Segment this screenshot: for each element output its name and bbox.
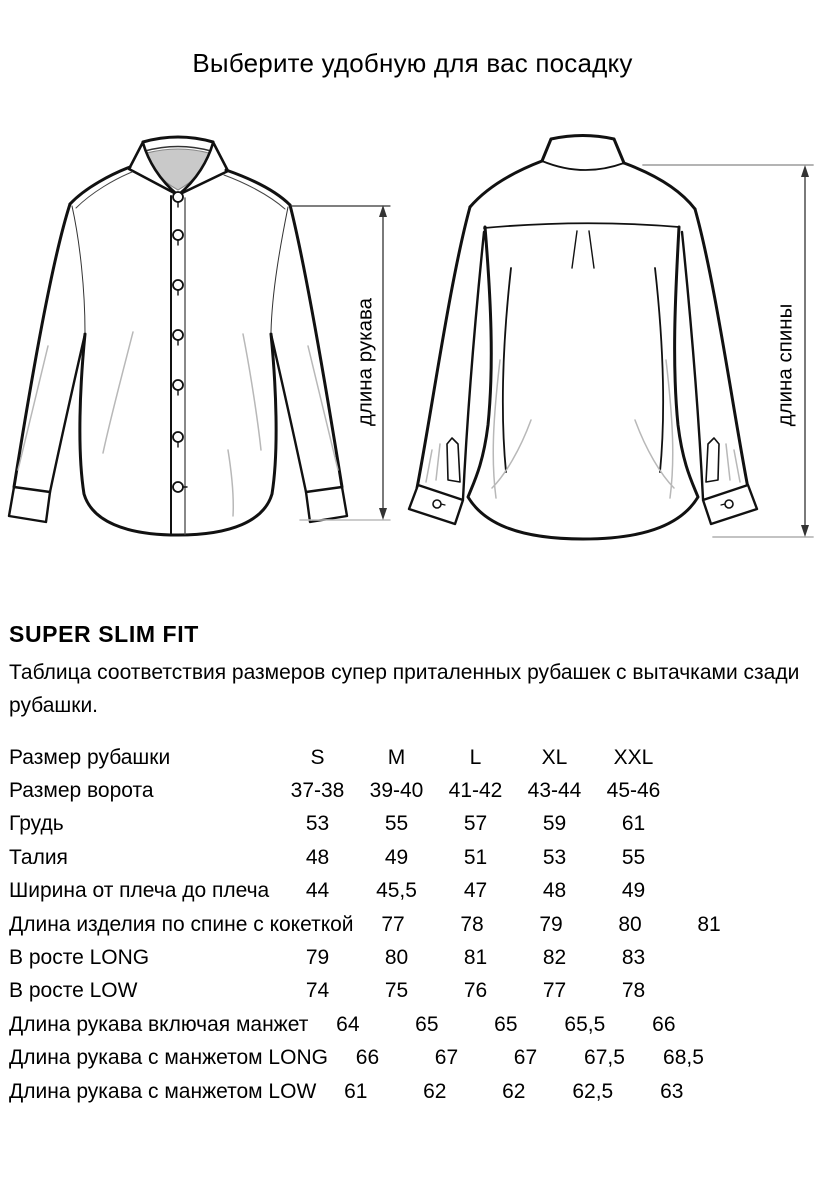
cell-value: 66 — [652, 1012, 676, 1036]
arrow-down-icon — [379, 508, 387, 520]
cell-value: 82 — [542, 946, 567, 970]
cell-value: 81 — [463, 946, 488, 970]
fit-heading: SUPER SLIM FIT — [9, 621, 199, 647]
row-label: Талия — [9, 845, 68, 869]
row-label: Размер ворота — [9, 779, 154, 803]
table-row — [9, 774, 699, 807]
cell-value: 62,5 — [572, 1079, 614, 1103]
cell-value: 74 — [305, 979, 330, 1003]
row-label: Грудь — [9, 812, 64, 836]
shirt-front-drawing — [9, 137, 347, 535]
cell-value: 79 — [539, 912, 563, 936]
table-row — [9, 808, 699, 841]
cell-value: 59 — [542, 812, 567, 836]
cell-value: 81 — [697, 912, 721, 936]
table-row — [9, 875, 699, 908]
cell-value: 44 — [305, 879, 330, 903]
table-row — [9, 908, 721, 941]
table-row — [9, 841, 699, 874]
cell-value: 55 — [621, 845, 646, 869]
cell-value: 53 — [542, 845, 567, 869]
cell-value: 67 — [513, 1046, 538, 1070]
cell-value: 83 — [621, 946, 646, 970]
cell-value: 63 — [660, 1079, 684, 1103]
cell-value: 68,5 — [663, 1046, 704, 1070]
cell-value: 53 — [305, 812, 330, 836]
arrow-up-icon — [801, 165, 809, 177]
size-column-header: L — [469, 745, 482, 769]
cell-value: 61 — [344, 1079, 368, 1103]
table-row — [9, 975, 699, 1008]
cell-value: 79 — [305, 946, 330, 970]
cell-value: 67,5 — [584, 1046, 625, 1070]
back-dart-left — [503, 268, 511, 472]
front-cuff-left — [9, 487, 50, 522]
shirt-back-drawing — [409, 136, 757, 540]
cell-value: 41-42 — [448, 779, 503, 803]
row-label: Ширина от плеча до плеча — [9, 879, 270, 903]
back-sleeve-placket-right — [706, 438, 719, 482]
cell-value: 62 — [423, 1079, 447, 1103]
table-row — [9, 1042, 704, 1075]
shirt-diagram — [0, 120, 825, 565]
back-collar — [542, 136, 624, 164]
cell-value: 75 — [384, 979, 409, 1003]
row-label: В росте LOW — [9, 979, 138, 1003]
arrow-up-icon — [379, 205, 387, 217]
cell-value: 49 — [621, 879, 646, 903]
table-header-row — [9, 741, 699, 774]
cell-value: 37-38 — [290, 779, 345, 803]
table-row — [9, 941, 699, 974]
size-table — [9, 741, 721, 1108]
row-label: Размер рубашки — [9, 745, 171, 769]
cell-value: 55 — [384, 812, 409, 836]
cell-value: 78 — [460, 912, 484, 936]
fit-description: Таблица соответствия размеров супер приталенных рубашек с вытачками сзади рубашки. — [9, 661, 800, 717]
cell-value: 64 — [336, 1012, 360, 1036]
arrow-down-icon — [801, 525, 809, 537]
cell-value: 47 — [463, 879, 488, 903]
row-label: Длина изделия по спине с кокеткой — [9, 912, 354, 936]
cell-value: 48 — [542, 879, 567, 903]
cell-value: 77 — [542, 979, 567, 1003]
back-yoke-seam — [484, 223, 679, 228]
cell-value: 62 — [502, 1079, 526, 1103]
cell-value: 77 — [381, 912, 405, 936]
cell-value: 65 — [494, 1012, 518, 1036]
row-label: Длина рукава с манжетом LONG — [9, 1046, 328, 1070]
cell-value: 43-44 — [527, 779, 582, 803]
cell-value: 80 — [384, 946, 409, 970]
sleeve-length-label: длина рукава — [353, 297, 377, 427]
table-row — [9, 1008, 699, 1041]
cell-value: 65,5 — [564, 1012, 606, 1036]
size-column-header: XL — [541, 745, 568, 769]
cell-value: 45,5 — [376, 879, 417, 903]
cell-value: 67 — [434, 1046, 459, 1070]
row-label: Длина рукава включая манжет — [9, 1012, 309, 1036]
cell-value: 45-46 — [606, 779, 661, 803]
size-column-header: S — [310, 745, 325, 769]
cell-value: 76 — [463, 979, 488, 1003]
back-sleeve-placket-left — [447, 438, 460, 482]
size-column-header: M — [387, 745, 406, 769]
cell-value: 48 — [305, 845, 330, 869]
cell-value: 39-40 — [369, 779, 424, 803]
cell-value: 65 — [415, 1012, 439, 1036]
cell-value: 49 — [384, 845, 409, 869]
cell-value: 51 — [463, 845, 488, 869]
cell-value: 66 — [355, 1046, 380, 1070]
row-label: Длина рукава с манжетом LOW — [9, 1079, 317, 1103]
cell-value: 80 — [618, 912, 642, 936]
page-title: Выберите удобную для вас посадку — [192, 48, 633, 78]
back-length-label: длина спины — [773, 303, 797, 427]
table-row — [9, 1075, 699, 1108]
cell-value: 57 — [463, 812, 488, 836]
row-label: В росте LONG — [9, 946, 150, 970]
cell-value: 78 — [621, 979, 646, 1003]
size-column-header: XXL — [613, 745, 654, 769]
cell-value: 61 — [621, 812, 646, 836]
front-cuff-right — [306, 487, 347, 522]
back-dart-right — [655, 268, 663, 472]
